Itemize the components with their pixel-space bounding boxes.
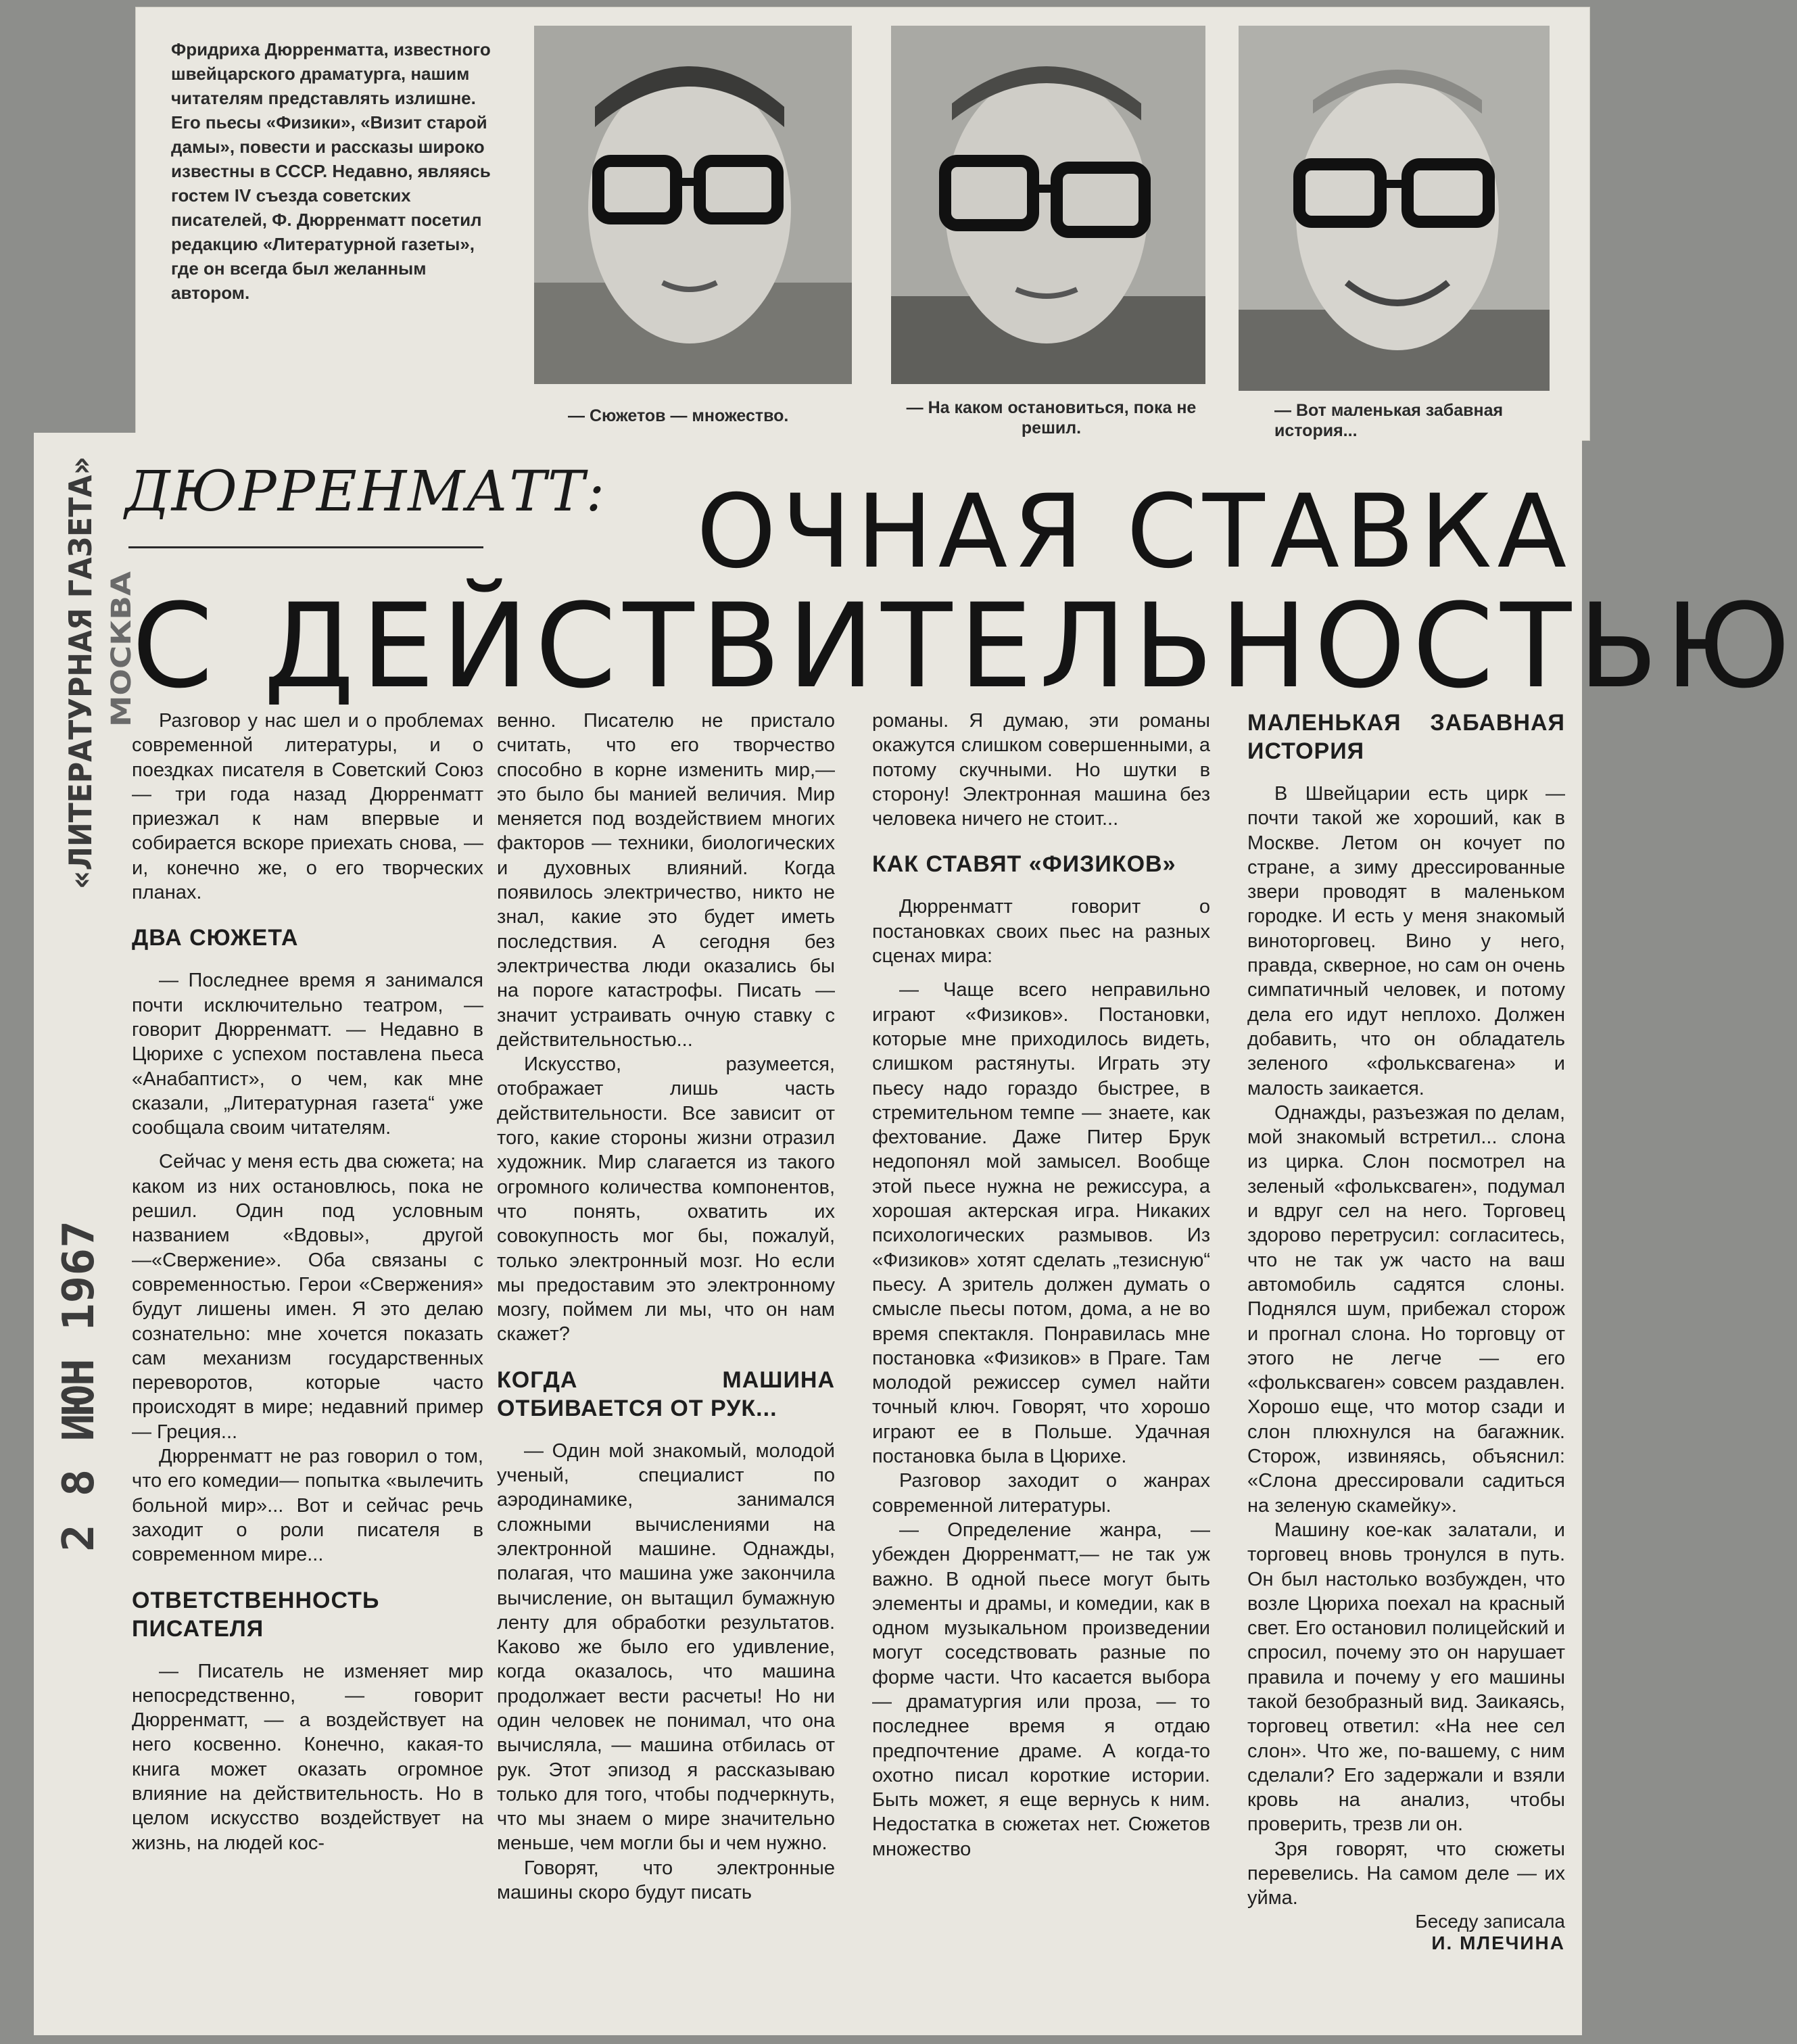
headline-line-1: ОЧНАЯ СТАВКА xyxy=(696,473,1573,591)
date-stamp-text: 2 8 ИЮН 1967 xyxy=(54,1239,104,1552)
paragraph: Говорят, что электронные машины скоро будут писать xyxy=(497,1857,835,1904)
photo-caption-1: — Сюжетов — множество. xyxy=(568,406,789,425)
paragraph: — Один мой знакомый, молодой ученый, специалист по аэродинамике, занимался сложными вычислениями на электронной машине. Однажды, полагая, что машина уже закончила вычисление, он вытащил бумажную ленту для обработки результатов. Каково же было его удивление, когда оказалось, что машина продолжает вести расчеты! Но ни один человек не понимал, что она вычисляла, — машина отбилась от рук. Этот эпизод я рассказываю только для того, чтобы подчеркнуть, что мы знаем о мире значительно меньше, чем могли бы и чем нужно. xyxy=(497,1440,835,1855)
paragraph: Разговор у нас шел и о проблемах современной литературы, и о поездках писателя в Советский Союз — три года назад Дюрренматт приезжал к нам впервые и собирается вскоре приехать снова, — и, конечно же, о его творческих планах. xyxy=(132,710,483,904)
stamp-city: МОСКВА xyxy=(106,593,137,727)
portrait-photo-1 xyxy=(534,26,852,384)
section-heading: ДВА СЮЖЕТА xyxy=(132,925,299,951)
paragraph: Искусство, разумеется, отображает лишь часть действительности. Все зависит от того, какие стороны жизни отразил художник. Мир слагается из такого огромного количества компонентов, что понять, охватить их совокупность мог бы, пожалуй, только электронный мозг. Но если мы предоставим это электронному мозгу, поймем ли мы, что он нам скажет? xyxy=(497,1053,835,1346)
intro-text: Фридриха Дюрренматта, известного швейцарского драматурга, нашим читателям представлять излишне. Его пьесы «Физики», «Визит старой дамы», повести и рассказы широко известны в СССР. Недавно, являясь гостем IV съезда советских писателей, Ф. Дюрренматт посетил редакцию «Литературной газеты», где он всегда был желанным автором. xyxy=(171,39,491,303)
stamp-title: «ЛИТЕРАТУРНАЯ ГАЗЕТА» xyxy=(62,422,99,889)
paragraph: Дюрренматт не раз говорил о том, что его комедии— попытка «вылечить больной мир»... Вот и сейчас речь заходит о роли писателя в современном мире... xyxy=(132,1446,483,1566)
paragraph: — Определение жанра, — убежден Дюрренматт,— не так уж важно. В одной пьесе могут быть элементы и драмы, и комедии, как в одном музыкальном произведении могут соседствовать разные по форме части. Что касается выбора — драматургия или проза, — то последнее время я отдаю предпочтение драме. А когда-то охотно писал короткие истории. Быть может, я еще вернусь к ним. Недостатка в сюжетах нет. Сюжетов множество xyxy=(872,1519,1210,1860)
headline-kicker: ДЮРРЕНМАТТ: xyxy=(125,460,606,524)
paragraph: Разговор заходит о жанрах современной литературы. xyxy=(872,1470,1210,1517)
article-column-3 xyxy=(872,709,1210,1861)
photo-caption-3: — Вот маленькая забавная история... xyxy=(1274,401,1504,440)
section-heading: КОГДА МАШИНА ОТБИВАЕТСЯ ОТ РУК... xyxy=(497,1366,835,1421)
paragraph: — Последнее время я занимался почти исключительно театром, — говорит Дюрренматт. — Недавно в Цюрихе с успехом поставлена пьеса «Анабаптист», о чем, как мне сказали, „Литературная газета“ уже сообщала своим читателям. xyxy=(132,970,483,1139)
date-stamp xyxy=(34,1210,115,1562)
paragraph: венно. Писателю не пристало считать, что его творчество способно в корне изменить мир,— это было бы манией величия. Мир меняется под воздействием многих факторов — техники, биологических и духовных влияний. Когда появилось электричество, никто не знал, какие это будет иметь последствия. А сегодня без электричества люди оказались бы на пороге катастрофы. Писать — значит устраивать очную ставку с действительностью... xyxy=(497,710,835,1051)
photo-caption-2: — На каком остановиться, пока не решил. xyxy=(906,398,1197,437)
paragraph: Дюрренматт говорит о постановках своих пьес на разных сценах мира: xyxy=(872,896,1210,968)
paragraph: Однажды, разъезжая по делам, мой знакомый встретил... слона из цирка. Слон посмотрел на зеленый «фольксваген», подумал и вдруг сел на него. Торговец здорово перетрусил: согласитесь, что не так уж часто на ваш автомобиль садятся слоны. Поднялся шум, прибежал сторож и прогнал слона. Но торговцу от этого не легче — его «фольксваген» совсем раздавлен. Хорошо еще, что мотор сзади и слон плюхнулся на багажник. Сторож, извиняясь, объяснил: «Слона дрессировали садиться на зеленую скамейку». xyxy=(1247,1101,1565,1517)
paragraph: — Чаще всего неправильно играют «Физиков». Постановки, которые мне приходилось видеть, слишком растянуты. Играть эту пьесу надо гораздо быстрее, в стремительном темпе — знаете, как фехтование. Даже Питер Брук недопонял мой замысел. Вообще этой пьесе нужна не режиссура, а хорошая актерская игра. Никаких психологических размывов. Из «Физиков» хотят сделать „тезисную“ пьесу. А зритель должен думать о смысле пьесы потом, дома, а не во время спектакля. Понравилась мне постановка «Физиков» в Праге. Там молодой режиссер сумел найти точный ключ. Говорят, что хорошо играют ее в Польше. Удачная постановка была в Цюрихе. xyxy=(872,979,1210,1468)
paragraph: В Швейцарии есть цирк — почти такой же хороший, как в Москве. Летом он кочует по стране, а зиму дрессированные звери проводят в маленьком городке. И есть у меня знакомый виноторговец. Вино у него, правда, скверное, но сам он очень симпатичный человек, и потому дела его идут неплохо. Должен добавить, что он обладатель зеленого «фольксвагена» и малость заикается. xyxy=(1247,783,1565,1099)
signature-name: И. МЛЕЧИНА xyxy=(1431,1932,1565,1953)
headline-line-2: С ДЕЙСТВИТЕЛЬНОСТЬЮ xyxy=(132,578,1797,714)
signature-label: Беседу записала xyxy=(1415,1910,1565,1932)
kicker-rule xyxy=(128,546,483,548)
section-heading: КАК СТАВЯТ «ФИЗИКОВ» xyxy=(872,851,1176,878)
section-heading: ОТВЕТСТВЕННОСТЬ ПИСАТЕЛЯ xyxy=(132,1587,380,1642)
portrait-photo-2 xyxy=(891,26,1205,384)
section-heading: МАЛЕНЬКАЯ ЗАБАВНАЯ ИСТОРИЯ xyxy=(1247,710,1565,764)
portrait-photo-3 xyxy=(1239,26,1550,391)
signature xyxy=(1247,1911,1565,1954)
article-column-2 xyxy=(497,709,835,1905)
paragraph: — Писатель не изменяет мир непосредственно, — говорит Дюрренматт, — а воздействует на него косвенно. Конечно, какая-то книга может оказать огромное влияние на действительность. Но в целом искусство воздействует на жизнь, на людей кос- xyxy=(132,1660,483,1854)
paragraph: Машину кое-как залатали, и торговец вновь тронулся в путь. Он был настолько возбужден, что возле Цюриха поехал на красный свет. Его остановил полицейский и спросил, почему это он нарушает правила и почему у его машины такой безобразный вид. Заикаясь, торговец ответил: «На нее сел слон». Что же, по-вашему, с ним сделали? Его задержали и взяли кровь на анализ, чтобы проверить, трезв ли он. xyxy=(1247,1519,1565,1836)
paragraph: Сейчас у меня есть два сюжета; на каком из них остановлюсь, пока не решил. Один под условным названием «Вдовы», другой—«Свержение». Оба связаны с современностью. Герои «Свержения» будут лишены имен. Я это делаю сознательно: мне хочется показать сам механизм государственных переворотов, которые часто происходят в мире; недавний пример — Греция... xyxy=(132,1151,483,1443)
paragraph: Зря говорят, что сюжеты перевелись. На самом деле — их уйма. xyxy=(1247,1838,1565,1909)
article-column-1 xyxy=(132,709,483,1855)
article-column-4 xyxy=(1247,709,1565,1954)
paragraph: романы. Я думаю, эти романы окажутся слишком совершенными, а потому скучными. Но шутки в сторону! Электронная машина без человека ничего не стоит... xyxy=(872,710,1210,830)
